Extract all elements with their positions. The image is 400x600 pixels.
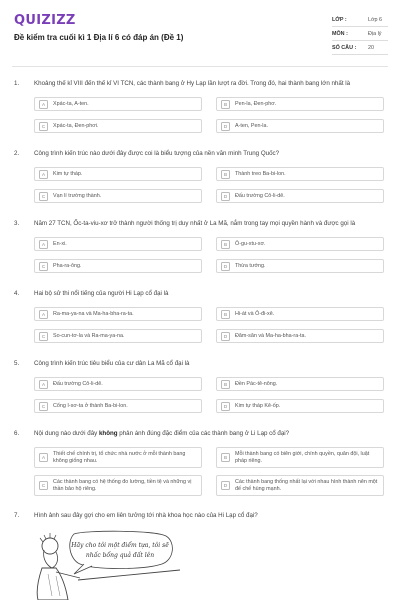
option-letter: D — [221, 481, 230, 490]
option-text: Pha-ra-ông. — [53, 262, 82, 269]
header — [0, 0, 400, 62]
option-letter: C — [39, 192, 48, 201]
question-number: 4. — [14, 290, 20, 297]
option-letter: D — [221, 262, 230, 271]
option-a[interactable] — [34, 97, 202, 111]
option-text: Đấu trường Cô-li-dê. — [235, 192, 285, 199]
option-text: Hi-át và Ô-đi-xê. — [235, 310, 275, 317]
meta-value: 20 — [368, 44, 374, 51]
question-number: 3. — [14, 220, 20, 227]
option-letter: B — [221, 240, 230, 249]
option-d[interactable] — [216, 329, 384, 343]
meta-key: SỐ CÂU : — [332, 44, 357, 51]
question-text: Công trình kiến trúc nào dưới đây được coi là biểu tượng của nền văn minh Trung Quốc? — [34, 150, 280, 157]
option-text: Thừa tướng. — [235, 262, 266, 269]
option-a[interactable] — [34, 447, 202, 468]
option-letter: B — [221, 170, 230, 179]
meta-row-count — [332, 41, 388, 55]
meta-key: MÔN : — [332, 30, 348, 37]
option-d[interactable] — [216, 259, 384, 273]
question-number: 7. — [14, 512, 20, 519]
option-letter: A — [39, 240, 48, 249]
option-d[interactable] — [216, 189, 384, 203]
option-text: En-xi. — [53, 240, 67, 247]
question-text-post: phản ánh đúng đặc điểm của các thành bang ở Li Lạp cổ đại? — [117, 430, 290, 437]
option-d[interactable] — [216, 475, 384, 496]
archimedes-lever-illustration — [34, 530, 182, 600]
question-text — [34, 430, 386, 438]
option-text: Xpác-ta, A-ten. — [53, 100, 89, 107]
option-b[interactable] — [216, 377, 384, 391]
option-letter: A — [39, 380, 48, 389]
option-text: Ra-ma-ya-na và Ma-ha-bha-ra-ta. — [53, 310, 134, 317]
question-number: 5. — [14, 360, 20, 367]
option-letter: D — [221, 122, 230, 131]
option-letter: A — [39, 453, 48, 462]
option-text: Xpác-ta, Đen-phơi. — [53, 122, 99, 129]
question-number: 2. — [14, 150, 20, 157]
option-text: Đấu trường Cô-li-dê. — [53, 380, 103, 387]
meta-row-subject — [332, 27, 388, 41]
option-b[interactable] — [216, 447, 384, 468]
question-text-pre: Nội dung nào dưới đây — [34, 430, 99, 437]
option-d[interactable] — [216, 399, 384, 413]
option-c[interactable] — [34, 329, 202, 343]
option-letter: C — [39, 481, 48, 490]
option-letter: C — [39, 402, 48, 411]
question-text: Hai bộ sử thi nổi tiếng của người Hi Lạp cổ đại là — [34, 290, 169, 297]
option-letter: B — [221, 380, 230, 389]
option-text: Các thành bang thống nhất lại với nhau hình thành nên một đế chế hùng mạnh. — [235, 478, 378, 492]
option-text: Đăm-săn và Ma-ha-bha-ra-ta. — [235, 332, 307, 339]
speech-line-1: Hãy cho tôi một điểm tựa, tôi sẽ — [71, 542, 169, 549]
option-text: Ô-gu-xtu-xơ. — [235, 240, 266, 247]
option-c[interactable] — [34, 475, 202, 496]
question-text-emphasis: không — [98, 430, 118, 437]
question-number: 1. — [14, 80, 20, 87]
option-letter: B — [221, 310, 230, 319]
option-text: Kim tự tháp. — [53, 170, 83, 177]
option-c[interactable] — [34, 399, 202, 413]
option-text: Thiết chế chính trị, tổ chức nhà nước ở mỗi thành bang không giống nhau. — [53, 450, 186, 464]
option-text: Mỗi thành bang có biên giới, chính quyền, quân đội, luật pháp riêng. — [235, 450, 370, 464]
option-c[interactable] — [34, 119, 202, 133]
option-b[interactable] — [216, 97, 384, 111]
option-d[interactable] — [216, 119, 384, 133]
meta-value: Lớp 6 — [368, 16, 383, 23]
option-text: Kim tự tháp Kê-ốp. — [235, 402, 281, 409]
option-c[interactable] — [34, 259, 202, 273]
option-letter: C — [39, 122, 48, 131]
option-letter: B — [221, 100, 230, 109]
option-text: Thành treo Ba-bi-lon. — [235, 170, 286, 177]
meta-row-class — [332, 13, 388, 27]
option-letter: D — [221, 332, 230, 341]
meta-table — [332, 13, 388, 55]
option-b[interactable] — [216, 167, 384, 181]
option-text: So-cun-tơ-la và Ra-ma-ya-na. — [53, 332, 125, 339]
option-letter: A — [39, 310, 48, 319]
question-text: Khoảng thế kỉ VIII đến thế kỉ VI TCN, các thành bang ở Hy Lạp lần lượt ra đời. Trong đó, hai thành bang lớn nhất là — [34, 80, 351, 87]
option-text: Đền Pác-tê-nông. — [235, 380, 278, 387]
option-a[interactable] — [34, 167, 202, 181]
option-text: Pen-la, Đen-phơ. — [235, 100, 277, 107]
option-b[interactable] — [216, 237, 384, 251]
option-text: Các thành bang có hệ thống đo lường, tiền tệ và những vị thần bảo hộ riêng. — [53, 478, 192, 492]
option-letter: A — [39, 100, 48, 109]
option-letter: A — [39, 170, 48, 179]
document-title: Đề kiểm tra cuối kì 1 Địa lí 6 có đáp án (Đề 1) — [14, 33, 184, 42]
meta-key: LỚP : — [332, 16, 347, 23]
option-text: Cổng I-sơ-ta ở thành Ba-bi-lon. — [53, 402, 128, 409]
question-text: Công trình kiến trúc tiêu biểu của cư dân La Mã cổ đại là — [34, 360, 190, 367]
meta-value: Địa lý — [368, 30, 382, 37]
quizizz-logo: QUIZIZZ — [14, 13, 76, 28]
option-c[interactable] — [34, 189, 202, 203]
question-text: Hình ảnh sau đây gợi cho em liên tưởng tới nhà khoa học nào của Hi Lạp cổ đại? — [34, 512, 258, 519]
option-a[interactable] — [34, 307, 202, 321]
option-text: Vạn lí trường thành. — [53, 192, 102, 199]
option-letter: C — [39, 332, 48, 341]
option-letter: D — [221, 192, 230, 201]
option-letter: B — [221, 453, 230, 462]
speech-line-2: nhấc bổng quả đất lên — [85, 552, 155, 559]
option-letter: C — [39, 262, 48, 271]
option-a[interactable] — [34, 237, 202, 251]
option-letter: D — [221, 402, 230, 411]
option-a[interactable] — [34, 377, 202, 391]
question-number: 6. — [14, 430, 20, 437]
header-divider — [12, 66, 388, 67]
option-b[interactable] — [216, 307, 384, 321]
question-text: Năm 27 TCN, Ốc-ta-viu-xơ trở thành người thống trị duy nhất ở La Mã, nắm trong tay mọi quyền hành và được gọi là — [34, 220, 356, 227]
option-text: A-ten, Pen-la. — [235, 122, 268, 129]
